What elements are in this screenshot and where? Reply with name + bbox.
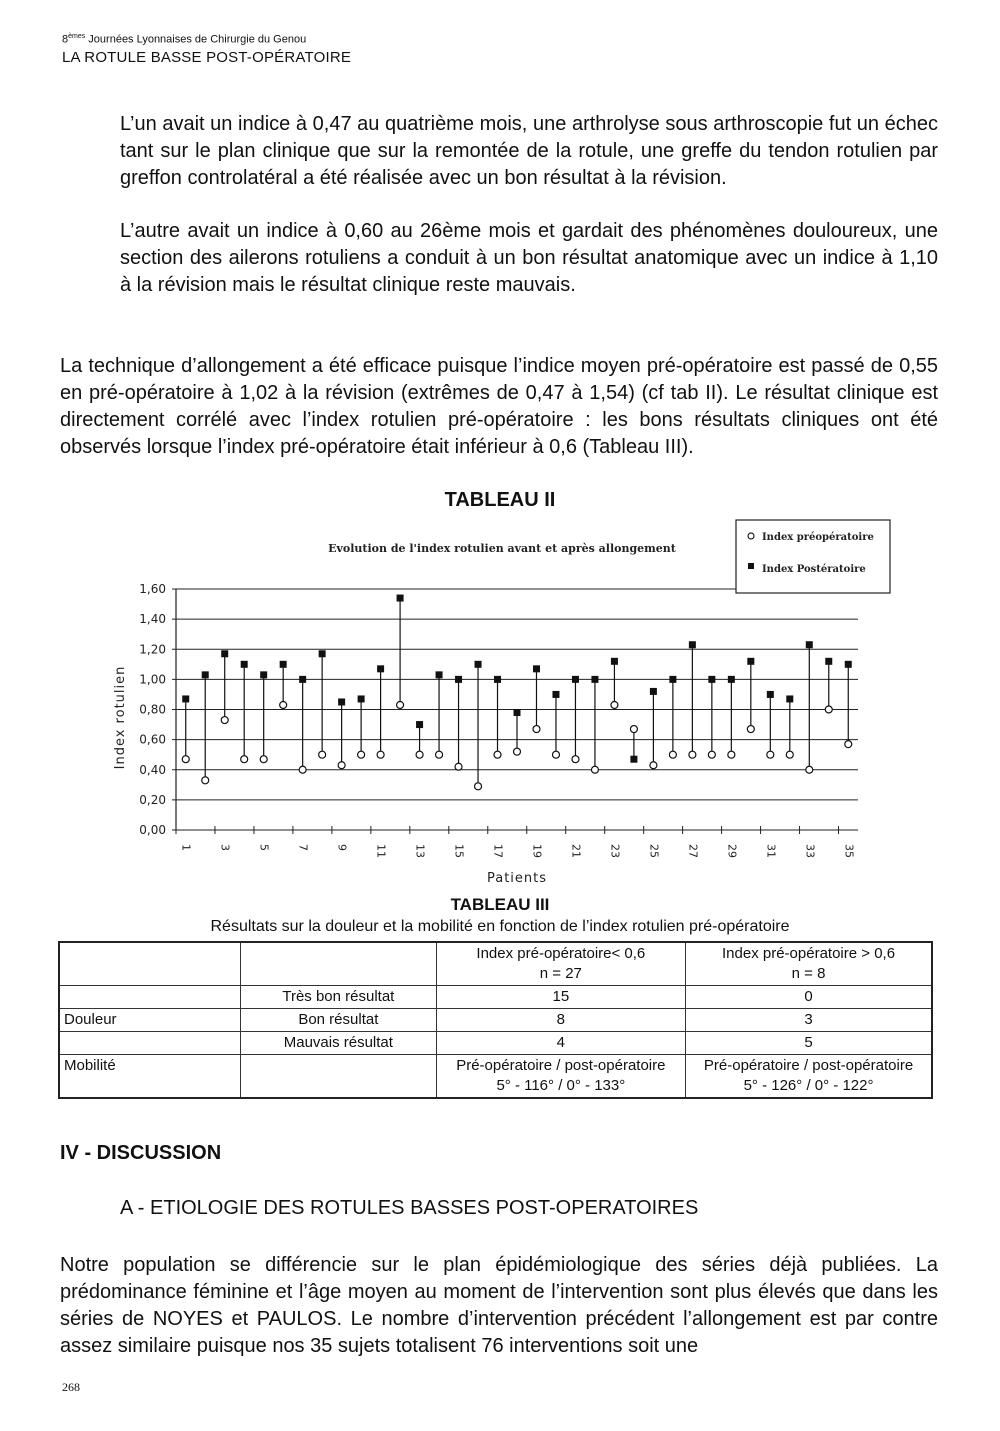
x-tick-label: 9	[335, 844, 349, 851]
y-tick-label: 1,40	[139, 612, 166, 627]
pre-op-point	[767, 751, 774, 758]
post-op-point	[825, 658, 832, 665]
post-op-point	[845, 661, 852, 668]
cell-high: 5	[686, 1032, 932, 1055]
paragraph-1: L’un avait un indice à 0,47 au quatrième mois, une arthrolyse sous arthroscopie fut un échec tant sur le plan clinique que sur la remontée de la rotule, une greffe du tendon rotulien par greffon controlatéral a été réalisée avec un bon résultat à la révision.	[120, 113, 938, 189]
pre-op-point	[182, 756, 189, 763]
post-op-point	[299, 676, 306, 683]
post-op-point	[689, 641, 696, 648]
x-tick-label: 11	[374, 844, 388, 858]
pre-op-point	[280, 701, 287, 708]
col-header-low: Index pré-opératoire< 0,6 n = 27	[436, 942, 685, 986]
pre-op-point	[552, 751, 559, 758]
row-label: Bon résultat	[241, 1009, 437, 1032]
cell-low: 4	[436, 1032, 685, 1055]
y-tick-label: 0,20	[139, 792, 166, 807]
header-num: 8	[62, 33, 69, 46]
paragraph-4: Notre population se différencie sur le plan épidémiologique des séries déjà publiées. La prédominance féminine et l’âge moyen au moment de l’intervention sont plus élevés que dans les séries de NOYES et PAULOS. Le nombre d’intervention précédent l’allongement est par contre assez similaire puisque nos 35 sujets totalisent 76 interventions soit une	[60, 1254, 938, 1357]
post-op-point	[455, 676, 462, 683]
row-label: Mauvais résultat	[241, 1032, 437, 1055]
post-op-point	[338, 698, 345, 705]
cell-high: 3	[686, 1009, 932, 1032]
paragraph-2: L’autre avait un indice à 0,60 au 26ème mois et gardait des phénomènes douloureux, une section des ailerons rotuliens a conduit à un bon résultat anatomique avec un indice à 1,10 à la révision mais le résultat clinique reste mauvais.	[120, 220, 938, 296]
x-tick-label: 29	[725, 844, 739, 858]
table-row	[59, 1009, 932, 1032]
x-tick-label: 17	[491, 844, 505, 858]
y-tick-label: 0,80	[139, 702, 166, 717]
pre-op-point	[533, 726, 540, 733]
post-op-point	[669, 676, 676, 683]
subsection-heading: A - ETIOLOGIE DES ROTULES BASSES POST-OPERATOIRES	[120, 1197, 699, 1219]
running-header-title: LA ROTULE BASSE POST-OPÉRATOIRE	[62, 49, 352, 66]
pre-op-point	[572, 756, 579, 763]
post-op-point	[650, 688, 657, 695]
post-op-point	[572, 676, 579, 683]
y-tick-label: 1,00	[139, 672, 166, 687]
table-corner-cell	[241, 942, 437, 986]
running-header-conference	[62, 33, 306, 46]
legend-label-post: Index Postératoire	[762, 564, 866, 575]
cell-low: Pré-opératoire / post-opératoire 5° - 116° / 0° - 133°	[436, 1055, 685, 1099]
row-label: Très bon résultat	[241, 986, 437, 1009]
table-row	[59, 1055, 932, 1099]
legend-label-pre: Index préopératoire	[762, 532, 874, 543]
row-group-cell	[59, 1032, 241, 1055]
post-op-point	[630, 756, 637, 763]
post-op-point	[611, 658, 618, 665]
y-tick-label: 0,60	[139, 732, 166, 747]
legend-marker-pre	[748, 533, 754, 539]
pre-op-point	[377, 751, 384, 758]
pre-op-point	[650, 762, 657, 769]
pre-op-point	[319, 751, 326, 758]
x-tick-label: 5	[257, 844, 271, 851]
post-op-point	[514, 709, 521, 716]
post-op-point	[708, 676, 715, 683]
cell-low: 15	[436, 986, 685, 1009]
pre-op-point	[747, 726, 754, 733]
pre-op-point	[845, 741, 852, 748]
post-op-point	[182, 695, 189, 702]
pre-op-point	[669, 751, 676, 758]
pre-op-point	[358, 751, 365, 758]
row-group-cell	[59, 986, 241, 1009]
pre-op-point	[338, 762, 345, 769]
section-heading: IV - DISCUSSION	[60, 1142, 222, 1164]
pre-op-point	[436, 751, 443, 758]
x-tick-label: 3	[218, 844, 232, 851]
post-op-point	[358, 695, 365, 702]
pre-op-point	[455, 763, 462, 770]
pre-op-point	[611, 701, 618, 708]
x-tick-label: 35	[842, 844, 856, 858]
post-op-point	[241, 661, 248, 668]
header-conference-name: Journées Lyonnaises de Chirurgie du Genou	[85, 33, 307, 46]
x-tick-label: 7	[296, 844, 310, 851]
table-row	[59, 986, 932, 1009]
cell-high: Pré-opératoire / post-opératoire 5° - 126° / 0° - 122°	[686, 1055, 932, 1099]
pre-op-point	[494, 751, 501, 758]
pre-op-point	[397, 701, 404, 708]
post-op-point	[806, 641, 813, 648]
x-tick-label: 27	[686, 844, 700, 858]
table-row	[59, 1032, 932, 1055]
post-op-point	[260, 671, 267, 678]
pre-op-point	[475, 783, 482, 790]
y-tick-label: 1,20	[139, 642, 166, 657]
tableau-2-heading: TABLEAU II	[444, 489, 556, 511]
paragraph-3: La technique d’allongement a été efficace puisque l’indice moyen pré-opératoire est passé de 0,55 en pré-opératoire à 1,02 à la révision (extrêmes de 0,47 à 1,54) (cf tab II). Le résultat clinique est directement corrélé avec l’index rotulien pré-opératoire : les bons résultats cliniques ont été observés lorsque l’index pré-opératoire était inférieur à 0,6 (Tableau III).	[60, 355, 938, 458]
pre-op-point	[825, 706, 832, 713]
post-op-point	[280, 661, 287, 668]
tableau-3-caption: Résultats sur la douleur et la mobilité en fonction de l’index rotulien pré-opératoire	[210, 918, 790, 935]
x-tick-label: 21	[569, 844, 583, 858]
post-op-point	[202, 671, 209, 678]
pre-op-point	[630, 726, 637, 733]
legend-marker-post	[748, 563, 754, 569]
x-tick-label: 25	[647, 844, 661, 858]
row-group-mobilite: Mobilité	[59, 1055, 241, 1099]
post-op-point	[591, 676, 598, 683]
page-number: 268	[62, 1380, 80, 1394]
x-tick-label: 31	[764, 844, 778, 858]
pre-op-point	[260, 756, 267, 763]
post-op-point	[728, 676, 735, 683]
post-op-point	[494, 676, 501, 683]
post-op-point	[533, 665, 540, 672]
post-op-point	[475, 661, 482, 668]
pre-op-point	[514, 748, 521, 755]
cell-low: 8	[436, 1009, 685, 1032]
post-op-point	[747, 658, 754, 665]
x-tick-label: 23	[608, 844, 622, 858]
post-op-point	[436, 671, 443, 678]
table-corner-cell	[59, 942, 241, 986]
pre-op-point	[806, 766, 813, 773]
x-tick-label: 13	[413, 844, 427, 858]
tableau-3-heading: TABLEAU III	[450, 895, 550, 914]
post-op-point	[786, 695, 793, 702]
table-header-row	[59, 942, 932, 986]
cell-high: 0	[686, 986, 932, 1009]
pre-op-point	[221, 717, 228, 724]
pre-op-point	[786, 751, 793, 758]
index-rotulien-chart	[100, 515, 900, 890]
post-op-point	[767, 691, 774, 698]
pre-op-point	[689, 751, 696, 758]
post-op-point	[552, 691, 559, 698]
chart-title: Evolution de l'index rotulien avant et après allongement	[328, 542, 676, 555]
pre-op-point	[416, 751, 423, 758]
row-label	[241, 1055, 437, 1099]
pre-op-point	[591, 766, 598, 773]
y-axis-label: Index rotulien	[113, 665, 128, 770]
pre-op-point	[299, 766, 306, 773]
legend-box	[736, 520, 890, 593]
post-op-point	[319, 650, 326, 657]
y-tick-label: 0,00	[139, 823, 166, 837]
pre-op-point	[708, 751, 715, 758]
y-tick-label: 1,60	[139, 582, 166, 596]
pre-op-point	[241, 756, 248, 763]
post-op-point	[397, 595, 404, 602]
x-tick-label: 1	[179, 844, 193, 851]
x-tick-label: 15	[452, 844, 466, 858]
y-tick-label: 0,40	[139, 762, 166, 777]
results-table	[58, 941, 933, 1099]
pre-op-point	[202, 777, 209, 784]
pre-op-point	[728, 751, 735, 758]
post-op-point	[377, 665, 384, 672]
col-header-high: Index pré-opératoire > 0,6 n = 8	[686, 942, 932, 986]
row-group-douleur: Douleur	[59, 1009, 241, 1032]
x-tick-label: 33	[803, 844, 817, 858]
x-tick-label: 19	[530, 844, 544, 858]
post-op-point	[416, 721, 423, 728]
header-sup: èmes	[68, 33, 86, 40]
x-axis-label: Patients	[486, 871, 548, 886]
post-op-point	[221, 650, 228, 657]
